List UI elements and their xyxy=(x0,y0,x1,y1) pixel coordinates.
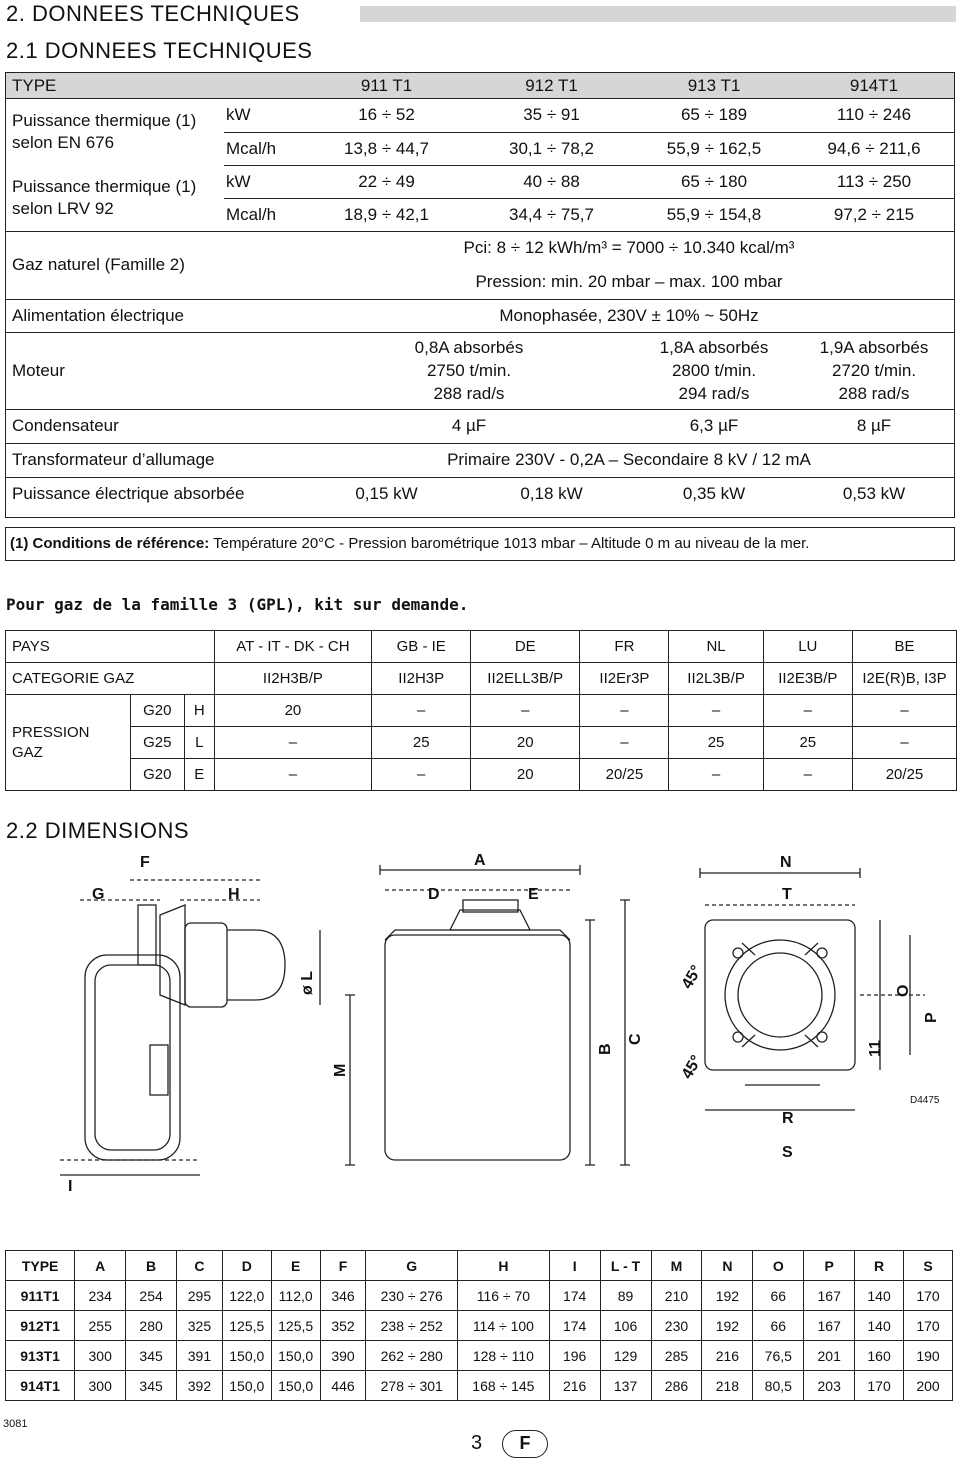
pt-lrv-label: Puissance thermique (1) selon LRV 92 xyxy=(12,176,197,218)
dim-label-g: G xyxy=(92,886,105,903)
dims-cell: 285 xyxy=(651,1341,702,1371)
gpl-row-g20-e: G20 E – – 20 20/25 – – 20/25 xyxy=(6,759,957,791)
dims-cell: 76,5 xyxy=(753,1341,804,1371)
dim-label-t: T xyxy=(782,886,792,903)
dims-cell: 392 xyxy=(177,1371,223,1401)
drawing-ref: D4475 xyxy=(910,1095,940,1106)
dims-header-cell: P xyxy=(804,1251,855,1281)
dim-label-a: A xyxy=(474,852,486,869)
dim-label-e: E xyxy=(528,886,539,903)
gpl-row-g25-l: G25 L – 25 20 – 25 25 – xyxy=(6,727,957,759)
alimentation-label: Alimentation électrique xyxy=(6,299,304,332)
dims-cell: 125,5 xyxy=(222,1311,271,1341)
dims-cell: 196 xyxy=(549,1341,600,1371)
gpl-row-g20-h: PRESSION GAZ G20 H 20 – – – – – – xyxy=(6,695,957,727)
dims-cell: 192 xyxy=(702,1311,753,1341)
dims-cell: 325 xyxy=(177,1311,223,1341)
dims-cell: 210 xyxy=(651,1281,702,1311)
dims-cell: 346 xyxy=(320,1281,366,1311)
dims-cell: 230 xyxy=(651,1311,702,1341)
dims-header-cell: G xyxy=(366,1251,458,1281)
dims-header-cell: E xyxy=(271,1251,320,1281)
dims-cell: 230 ÷ 276 xyxy=(366,1281,458,1311)
gaz-pci: Pci: 8 ÷ 12 kWh/m³ = 7000 ÷ 10.340 kcal/m³ xyxy=(304,231,954,265)
dims-header-row xyxy=(6,1251,953,1281)
dim-label-m: M xyxy=(332,1063,349,1077)
dim-label-angle-bottom: 45° xyxy=(678,1052,706,1082)
dim-label-c: C xyxy=(627,1033,644,1045)
dim-label-11: 11 xyxy=(867,1040,884,1057)
dims-header-cell: M xyxy=(651,1251,702,1281)
condensateur-label: Condensateur xyxy=(6,409,304,443)
dimensions-table xyxy=(5,1250,953,1401)
gpl-pays-row: PAYS AT - IT - DK - CH GB - IE DE FR NL LU BE xyxy=(6,631,957,663)
dim-label-f: F xyxy=(140,854,150,871)
title-bar xyxy=(360,6,956,22)
dims-cell: 218 xyxy=(702,1371,753,1401)
gpl-heading: Pour gaz de la famille 3 (GPL), kit sur demande. xyxy=(6,595,469,614)
dims-cell: 137 xyxy=(600,1371,651,1401)
dims-cell: 128 ÷ 110 xyxy=(458,1341,550,1371)
dims-header-cell: C xyxy=(177,1251,223,1281)
moteur-914: 1,9A absorbés 2720 t/min. 288 rad/s xyxy=(794,332,954,409)
dims-cell: 913T1 xyxy=(6,1341,75,1371)
dims-header-cell: O xyxy=(753,1251,804,1281)
dims-cell: 167 xyxy=(804,1311,855,1341)
dims-cell: 300 xyxy=(75,1371,126,1401)
dims-cell: 262 ÷ 280 xyxy=(366,1341,458,1371)
moteur-911-912: 0,8A absorbés 2750 t/min. 288 rad/s xyxy=(304,332,634,409)
dims-cell: 391 xyxy=(177,1341,223,1371)
page-number: 3 xyxy=(471,1432,483,1454)
dim-label-b: B xyxy=(597,1043,614,1055)
dims-row xyxy=(6,1341,953,1371)
dims-cell: 278 ÷ 301 xyxy=(366,1371,458,1401)
dims-cell: 150,0 xyxy=(271,1371,320,1401)
doc-number: 3081 xyxy=(3,1418,28,1430)
dims-header-cell: N xyxy=(702,1251,753,1281)
dims-cell: 174 xyxy=(549,1311,600,1341)
gpl-table xyxy=(5,630,957,791)
dims-cell: 446 xyxy=(320,1371,366,1401)
dims-cell: 168 ÷ 145 xyxy=(458,1371,550,1401)
dims-cell: 254 xyxy=(126,1281,177,1311)
dims-cell: 140 xyxy=(855,1281,904,1311)
dims-cell: 66 xyxy=(753,1281,804,1311)
dims-cell: 160 xyxy=(855,1341,904,1371)
dims-header-cell: TYPE xyxy=(6,1251,75,1281)
dimensions-title: 2.2 DIMENSIONS xyxy=(6,818,190,843)
dims-cell: 200 xyxy=(904,1371,953,1401)
pt-en-label: Puissance thermique (1) selon EN 676 xyxy=(12,111,197,152)
dims-cell: 80,5 xyxy=(753,1371,804,1401)
dims-row xyxy=(6,1281,953,1311)
dim-label-p: P xyxy=(923,1012,940,1023)
dims-cell: 174 xyxy=(549,1281,600,1311)
dims-cell: 190 xyxy=(904,1341,953,1371)
dims-header-cell: H xyxy=(458,1251,550,1281)
dim-label-o: O xyxy=(895,984,912,997)
alimentation-value: Monophasée, 230V ± 10% ~ 50Hz xyxy=(304,299,954,332)
dim-label-s: S xyxy=(782,1144,793,1161)
dims-cell: 170 xyxy=(904,1311,953,1341)
transformateur-value: Primaire 230V - 0,2A – Secondaire 8 kV / 12 mA xyxy=(304,443,954,477)
reference-conditions-note: (1) Conditions de référence: Température 20°C - Pression barométrique 1013 mbar – Altitude 0 m au niveau de la mer. xyxy=(5,527,955,561)
moteur-913: 1,8A absorbés 2800 t/min. 294 rad/s xyxy=(634,332,794,409)
dims-cell: 286 xyxy=(651,1371,702,1401)
gaz-pression: Pression: min. 20 mbar – max. 100 mbar xyxy=(475,271,783,291)
puissance-electrique-label: Puissance électrique absorbée xyxy=(6,477,304,511)
dims-cell: 150,0 xyxy=(222,1371,271,1401)
subsection-title: 2.1 DONNEES TECHNIQUES xyxy=(6,38,313,63)
dims-header-cell: I xyxy=(549,1251,600,1281)
dims-cell: 300 xyxy=(75,1341,126,1371)
dims-row xyxy=(6,1311,953,1341)
dims-cell: 345 xyxy=(126,1341,177,1371)
dim-label-h: H xyxy=(228,886,240,903)
gaz-naturel-label: Gaz naturel (Famille 2) xyxy=(6,231,304,299)
dims-header-cell: L - T xyxy=(600,1251,651,1281)
dims-cell: 66 xyxy=(753,1311,804,1341)
gpl-categorie-row: CATEGORIE GAZ II2H3B/P II2H3P II2ELL3B/P II2Er3P II2L3B/P II2E3B/P I2E(R)B, I3P xyxy=(6,663,957,695)
dims-cell: 125,5 xyxy=(271,1311,320,1341)
burner-dimension-drawing xyxy=(0,845,960,1195)
moteur-label: Moteur xyxy=(6,332,304,409)
dims-header-cell: F xyxy=(320,1251,366,1281)
dims-cell: 345 xyxy=(126,1371,177,1401)
dims-cell: 114 ÷ 100 xyxy=(458,1311,550,1341)
dims-cell: 216 xyxy=(549,1371,600,1401)
transformateur-label: Transformateur d’allumage xyxy=(6,443,304,477)
dims-cell: 122,0 xyxy=(222,1281,271,1311)
dims-cell: 192 xyxy=(702,1281,753,1311)
dim-label-n: N xyxy=(780,854,792,871)
dims-cell: 129 xyxy=(600,1341,651,1371)
dims-cell: 116 ÷ 70 xyxy=(458,1281,550,1311)
dims-cell: 280 xyxy=(126,1311,177,1341)
dims-header-cell: B xyxy=(126,1251,177,1281)
dims-cell: 89 xyxy=(600,1281,651,1311)
dims-cell: 170 xyxy=(904,1281,953,1311)
dims-cell: 170 xyxy=(855,1371,904,1401)
dims-row xyxy=(6,1371,953,1401)
dims-cell: 352 xyxy=(320,1311,366,1341)
dims-cell: 914T1 xyxy=(6,1371,75,1401)
dims-cell: 203 xyxy=(804,1371,855,1401)
dim-label-i: I xyxy=(68,1178,73,1195)
dims-cell: 216 xyxy=(702,1341,753,1371)
dims-cell: 140 xyxy=(855,1311,904,1341)
tech-table: TYPE 911 T1 912 T1 913 T1 914T1 Puissance thermique (1) selon EN 676 kW 16 ÷ 52 35 ÷ 91 65 ÷ 189 110 ÷ 246 Mcal/h 13,8 ÷ 44,7 30,1 ÷ 78,2 55,9 ÷ 162,5 94,6 ÷ 211,6 Puissance thermique (1) selon LRV 92 kW 22 ÷ 49 40 ÷ 88 65 ÷ 180 113 ÷ 250 Mcal/h 18,9 ÷ 42,1 34,4 ÷ 75,7 55,9 ÷ 154,8 97,2 ÷ 215 Gaz naturel (Famille 2) Pci: 8 ÷ 12 kWh/m³ = 7000 ÷ 10.340 kcal/m³ Pression: min. 20 mbar – max. 100 mbar Alimentation électrique Monophasée, 230V ± 10% ~ 50Hz Moteur 0,8A absorbés 2750 t/min. 288 rad/s 1,8A absorbés 2800 t/min. 294 rad/s 1,9A absorbés 2720 t/min. 288 rad/s Condensateur 4 µF 6,3 µF 8 µF Transformateur d’allumage Primaire 230V - 0,2A – Secondaire 8 kV / 12 mA Puissance électrique absorbée 0,15 kW 0,18 kW 0,35 kW 0,53 kW xyxy=(6,73,954,511)
dims-cell: 238 ÷ 252 xyxy=(366,1311,458,1341)
dims-cell: 150,0 xyxy=(271,1341,320,1371)
language-badge: F xyxy=(502,1430,548,1458)
dims-header-cell: D xyxy=(222,1251,271,1281)
dims-header-cell: S xyxy=(904,1251,953,1281)
dims-header-cell: A xyxy=(75,1251,126,1281)
dims-cell: 234 xyxy=(75,1281,126,1311)
dim-label-d: D xyxy=(428,886,440,903)
section-title: 2. DONNEES TECHNIQUES xyxy=(6,1,300,26)
dims-cell: 912T1 xyxy=(6,1311,75,1341)
dims-cell: 112,0 xyxy=(271,1281,320,1311)
dims-cell: 167 xyxy=(804,1281,855,1311)
tech-header-row: TYPE 911 T1 912 T1 913 T1 914T1 xyxy=(12,76,899,95)
dims-cell: 150,0 xyxy=(222,1341,271,1371)
dims-cell: 390 xyxy=(320,1341,366,1371)
dims-cell: 106 xyxy=(600,1311,651,1341)
dims-cell: 295 xyxy=(177,1281,223,1311)
dims-cell: 911T1 xyxy=(6,1281,75,1311)
dims-cell: 201 xyxy=(804,1341,855,1371)
dim-label-r: R xyxy=(782,1110,794,1127)
dims-header-cell: R xyxy=(855,1251,904,1281)
dim-label-angle-top: 45° xyxy=(678,962,706,992)
dim-label-l: ø L xyxy=(299,971,316,995)
dims-cell: 255 xyxy=(75,1311,126,1341)
